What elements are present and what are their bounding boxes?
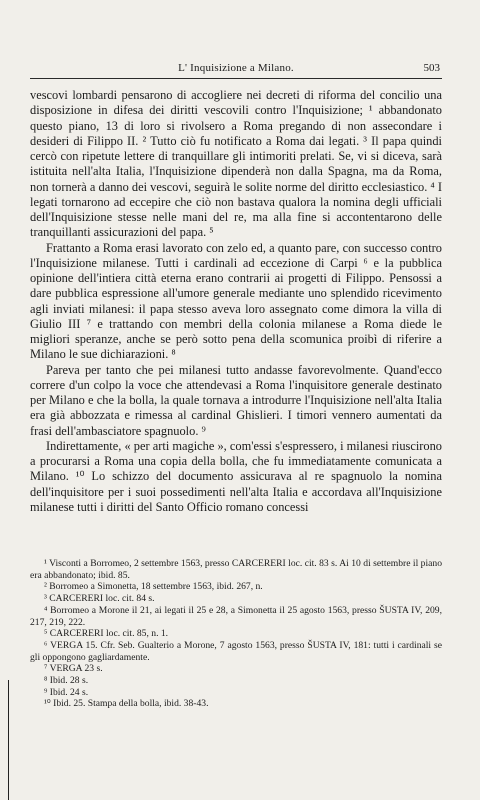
footnote: ⁸ Ibid. 28 s. bbox=[44, 675, 89, 687]
paragraph: vescovi lombardi pensarono di accogliere nei decreti di riforma del concilio una disposizione in difesa dei diritti vescovili contro l'Inquisizione; ¹ abbandonato questo piano, 13 di loro si rivolsero a Roma pregando di non assecondare i desideri di Filippo II. ² Tutto ciò fu notificato a Roma dai legati. ³ Il papa quindi cercò con ripetute lettere di tranquillare gli intimoriti prelati. Se, vi si diceva, sarà istituita nell'alta Italia, l'Inquisizione dipenderà non dalla Spagna, ma da Roma, non tornerà a danno dei vescovi, seguirà le solite norme del diritto ecclesiastico. ⁴ I legati tornarono ad eccepire che ciò non bastava qualora la nomina degli ufficiali dell'Inquisizione stesse nelle mani del re, ma alla fine si accontentarono delle tranquillanti assicurazioni del papa. ⁵ bbox=[30, 88, 442, 240]
footnote: ⁷ VERGA 23 s. bbox=[44, 663, 103, 675]
footnote: ⁵ CARCERERI loc. cit. 85, n. 1. bbox=[44, 628, 169, 640]
footnotes bbox=[30, 558, 442, 710]
paragraph: Pareva per tanto che pei milanesi tutto andasse favorevolmente. Quand'ecco correre d'un colpo la voce che attendevasi a Roma l'inquisitore generale destinato per Milano e che la bolla, la quale tornava a introdurre l'Inquisizione nell'alta Italia era già abbozzata e rimessa al cardinal Ghislieri. I timori vennero aumentati da frasi dell'ambasciatore spagnuolo. ⁹ bbox=[30, 362, 442, 438]
scan-edge-line bbox=[8, 680, 9, 800]
footnote: ³ CARCERERI loc. cit. 84 s. bbox=[44, 593, 155, 605]
running-header bbox=[30, 60, 442, 79]
footnote: ⁴ Borromeo a Morone il 21, ai legati il 25 e 28, a Simonetta il 25 agosto 1563, presso ŠUSTA IV, 209, 217, 219, 222. bbox=[30, 604, 442, 628]
footnote: ² Borromeo a Simonetta, 18 settembre 1563, ibid. 267, n. bbox=[44, 581, 263, 593]
running-title: L' Inquisizione a Milano. bbox=[178, 62, 294, 74]
main-text bbox=[30, 88, 442, 515]
page-number: 503 bbox=[423, 62, 440, 74]
footnote: ⁶ VERGA 15. Cfr. Seb. Gualterio a Morone, 7 agosto 1563, presso ŠUSTA IV, 181: tutti i cardinali se gli oppongono gagliardamente. bbox=[30, 639, 442, 663]
footnote: ¹ Visconti a Borromeo, 2 settembre 1563, presso CARCERERI loc. cit. 83 s. Ai 10 di settembre il piano era abbandonato; ibid. 85. bbox=[30, 558, 442, 581]
footnote: ¹⁰ Ibid. 25. Stampa della bolla, ibid. 38-43. bbox=[44, 698, 209, 710]
footnote: ⁹ Ibid. 24 s. bbox=[44, 686, 89, 698]
paragraph: Frattanto a Roma erasi lavorato con zelo ed, a quanto pare, con successo contro l'Inquisizione milanese. Tutti i cardinali ad eccezione di Carpi ⁶ e la pubblica opinione dell'intiera città eterna erano contrarii ai progetti di Filippo. Pensossi a dare pubblica espressione all'umore generale mediante uno splendido ricevimento agli inviati milanesi: il papa stesso aveva loro assegnato come dimora la villa di Giulio III ⁷ e trattando con membri della colonia milanese a Roma diede le migliori speranze, anche se però sotto pena della scomunica proibì di riferire a Milano le sue dichiarazioni. ⁸ bbox=[30, 240, 442, 362]
paragraph: Indirettamente, « per arti magiche », com'essi s'espressero, i milanesi riuscirono a procurarsi a Roma una copia della bolla, che fu immediatamente comunicata a Milano. ¹⁰ Lo schizzo del documento assicurava al re spagnuolo la nomina dell'inquisitore per i suoi possedimenti nell'alta Italia e accordava all'Inquisizione milanese tutti i diritti del Santo Officio romano concessi bbox=[30, 438, 442, 514]
